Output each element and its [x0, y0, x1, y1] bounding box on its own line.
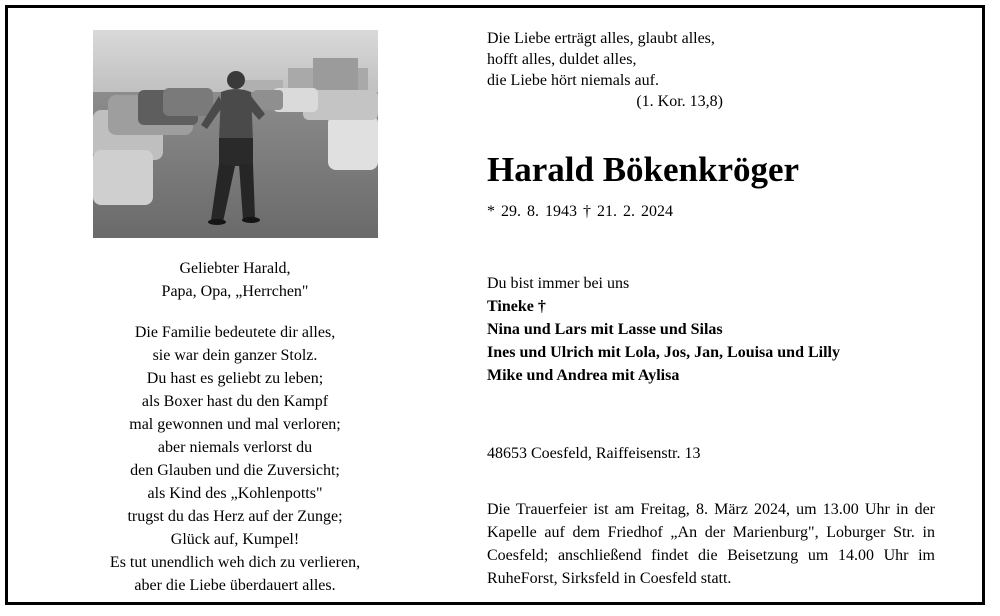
- poem-line: Glück auf, Kumpel!: [170, 531, 300, 548]
- poem-line: als Kind des „Kohlenpotts": [147, 485, 323, 502]
- verse-line: Die Liebe erträgt alles, glaubt alles,: [487, 30, 715, 47]
- family-member: Tineke †: [487, 298, 546, 315]
- greeting: [60, 257, 410, 303]
- poem-line: als Boxer hast du den Kampf: [141, 393, 329, 410]
- address: 48653 Coesfeld, Raiffeisenstr. 13: [487, 445, 701, 462]
- poem-line: Es tut unendlich weh dich zu verlieren,: [109, 554, 361, 571]
- verse-line: hofft alles, duldet alles,: [487, 51, 637, 68]
- poem-line: aber niemals verlorst du: [157, 439, 313, 456]
- family-list: [487, 272, 840, 387]
- family-member: Nina und Lars mit Lasse und Silas: [487, 321, 723, 338]
- greeting-line: Geliebter Harald,: [179, 260, 291, 277]
- poem-line: Die Familie bedeutete dir alles,: [134, 324, 336, 341]
- poem-line: aber die Liebe überdauert alles.: [134, 577, 336, 594]
- poem-line: mal gewonnen und mal verloren;: [129, 416, 341, 433]
- verse-line: die Liebe hört niemals auf.: [487, 72, 659, 89]
- funeral-service-info: Die Trauerfeier ist am Freitag, 8. März 2024, um 13.00 Uhr in der Kapelle auf dem Friedhof „An der Marienburg", Loburger Str. in Coesfeld; anschließend findet die Beisetzung um 14.00 Uhr im RuheForst, Sirksfeld in Coesfeld statt.: [487, 501, 935, 587]
- poem-line: Du hast es geliebt zu leben;: [146, 370, 324, 387]
- verse-reference: (1. Kor. 13,8): [636, 93, 723, 110]
- poem-line: sie war dein ganzer Stolz.: [152, 347, 318, 364]
- life-dates: * 29. 8. 1943 † 21. 2. 2024: [487, 203, 673, 220]
- deceased-name: Harald Bökenkröger: [487, 150, 800, 189]
- bible-verse: [487, 28, 747, 112]
- boxer-photo-icon: [93, 30, 378, 238]
- poem: [60, 321, 410, 597]
- poem-line: trugst du das Herz auf der Zunge;: [127, 508, 343, 525]
- family-intro: Du bist immer bei uns: [487, 275, 630, 292]
- greeting-line: Papa, Opa, „Herrchen": [161, 283, 309, 300]
- family-member: Mike und Andrea mit Aylisa: [487, 367, 680, 384]
- family-member: Ines und Ulrich mit Lola, Jos, Jan, Louisa und Lilly: [487, 344, 840, 361]
- poem-line: den Glauben und die Zuversicht;: [130, 462, 340, 479]
